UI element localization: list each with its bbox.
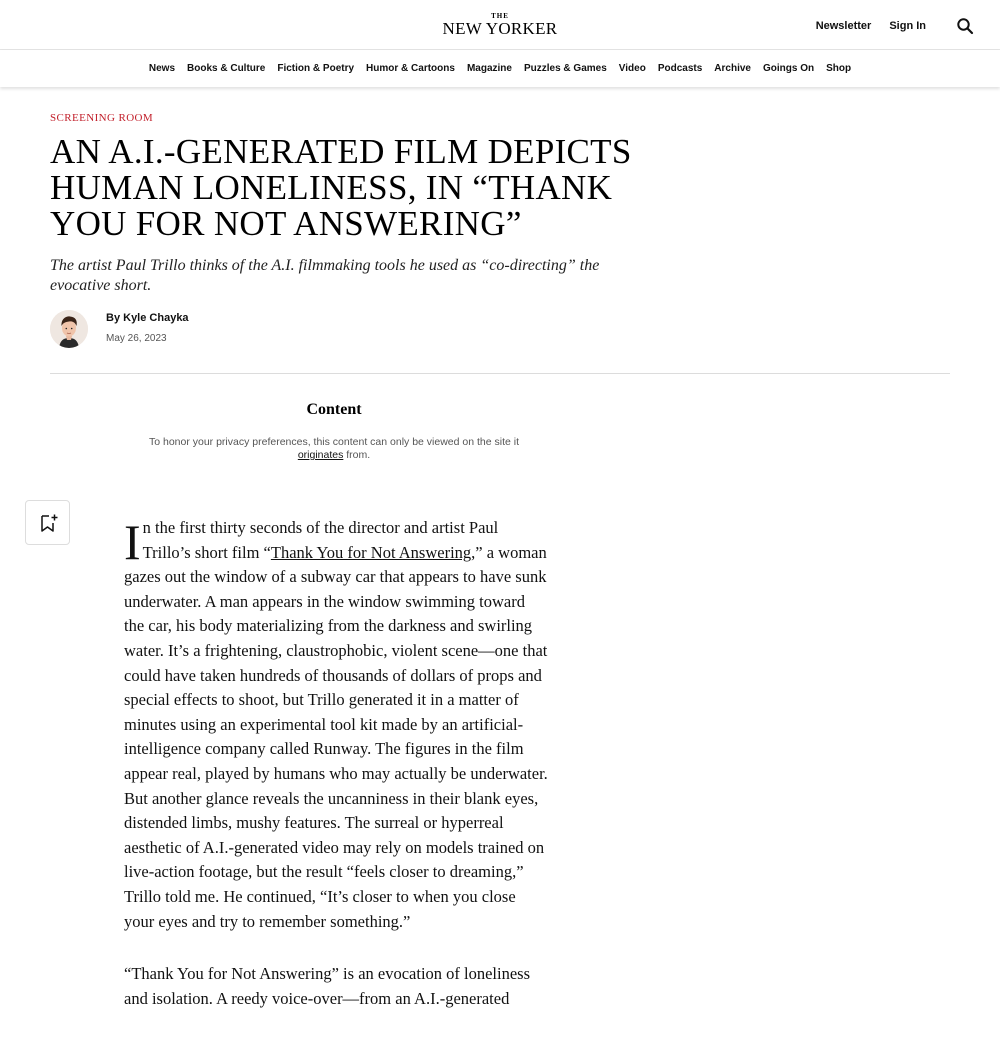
byline [106, 312, 189, 324]
embed-message-text: To honor your privacy preferences, this content can only be viewed on the site it [148, 436, 520, 448]
byline-prefix: By [106, 312, 124, 324]
nav-item-magazine[interactable]: Magazine [466, 63, 512, 74]
nav-item-books-culture[interactable]: Books & Culture [187, 63, 266, 74]
nav-item-humor-cartoons[interactable]: Humor & Cartoons [366, 63, 455, 74]
nav-item-archive[interactable]: Archive [714, 63, 751, 74]
top-bar [0, 0, 1000, 50]
section-nav [0, 50, 1000, 87]
sign-in-link[interactable]: Sign In [889, 20, 926, 32]
nav-item-news[interactable]: News [148, 63, 176, 74]
bookmark-add-icon [39, 513, 59, 533]
embed-privacy-message [134, 436, 534, 462]
logo-name: NEW YORKER [442, 19, 558, 38]
nav-item-fiction-poetry[interactable]: Fiction & Poetry [277, 63, 355, 74]
logo-the: THE [491, 12, 509, 20]
article-dek: The artist Paul Trillo thinks of the A.I. filmmaking tools he used as “co-directing” the evocative short. [50, 257, 600, 294]
nav-item-shop[interactable]: Shop [826, 63, 852, 74]
drop-cap: I [124, 514, 141, 570]
article-headline: AN A.I.-GENERATED FILM DEPICTS HUMAN LONELINESS, IN “THANK YOU FOR NOT ANSWERING” [50, 132, 632, 243]
paragraph-text: n the first thirty seconds of the director and artist Paul Trillo’s short film “ [142, 518, 499, 562]
film-link[interactable]: Thank You for Not Answering [270, 542, 472, 562]
author-link[interactable]: Kyle Chayka [123, 312, 189, 324]
body-paragraph [124, 516, 548, 934]
paragraph-text-cont: ,” a woman gazes out the window of a subway car that appears to have sunk underwater. A man appears in the window swimming toward the car, his body materializing from the darkness and swirling water. It’s a frightening, claustrophobic, violent scene—one that could have taken hundreds of thousands of dollars of props and special effects to shoot, but Trillo generated it in a matter of minutes using an experimental tool kit made by an artificial-intelligence company called Runway. The figures in the film appear real, played by humans who may actually be underwater. But another glance reveals the uncanniness in their blank eyes, distended limbs, mushy features. The surreal or hyperreal aesthetic of A.I.-generated video may rely on models trained on live-action footage, but the result “feels closer to dreaming,” Trillo told me. He continued, “It’s closer to when you close your eyes and try to remember something.” [124, 542, 548, 931]
newsletter-link[interactable]: Newsletter [815, 20, 872, 32]
nav-item-video[interactable]: Video [618, 63, 646, 74]
top-actions [816, 17, 976, 35]
save-story-button[interactable] [25, 500, 70, 545]
embed-title: Content [306, 401, 362, 418]
search-icon[interactable] [956, 17, 976, 35]
publish-date: May 26, 2023 [106, 333, 167, 344]
nav-item-podcasts[interactable]: Podcasts [657, 63, 703, 74]
section-rubric[interactable]: SCREENING ROOM [50, 112, 154, 124]
originates-link[interactable]: originates [297, 449, 344, 461]
embed-message-end: from. [343, 449, 371, 461]
author-avatar[interactable] [50, 310, 88, 348]
nav-item-puzzles-games[interactable]: Puzzles & Games [523, 63, 607, 74]
body-paragraph: “Thank You for Not Answering” is an evocation of loneliness and isolation. A reedy voice-over—from an A.I.-generated [124, 964, 531, 1008]
article-body [124, 516, 548, 1039]
header-divider [50, 373, 950, 374]
nav-item-goings-on[interactable]: Goings On [762, 63, 815, 74]
